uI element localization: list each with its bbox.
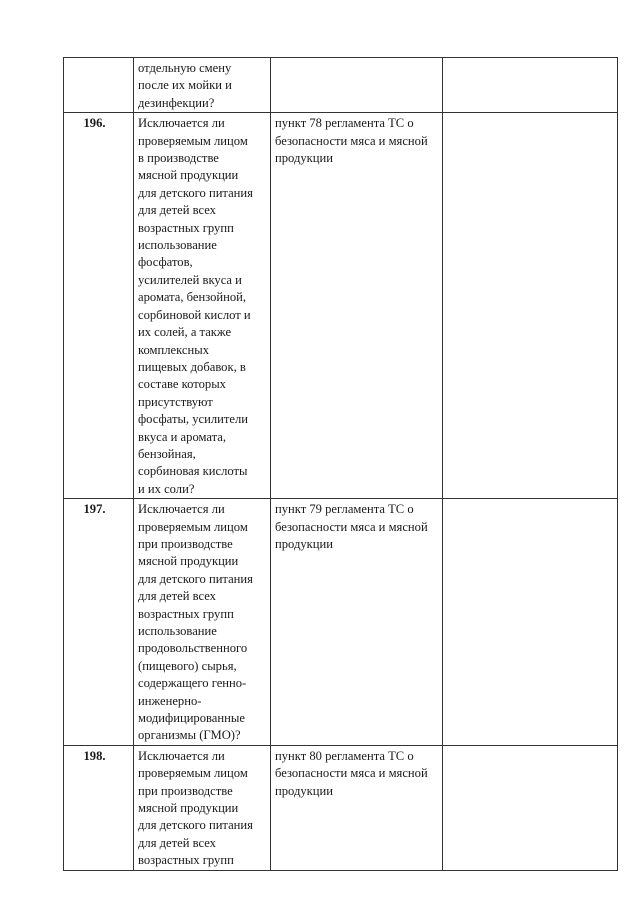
question-line: для детей всех <box>138 203 216 218</box>
row-number-cell <box>64 58 134 113</box>
reference-cell <box>271 745 443 870</box>
row-number-cell <box>64 113 134 499</box>
question-line: для детского питания <box>138 571 253 586</box>
reference-line: безопасности мяса и мясной <box>275 519 428 534</box>
table-row-196 <box>64 113 618 499</box>
question-line: для детского питания <box>138 185 253 200</box>
answer-cell <box>443 113 618 499</box>
question-line: возрастных групп <box>138 220 234 235</box>
table-row-continued <box>64 58 618 113</box>
reference-line: безопасности мяса и мясной <box>275 766 428 781</box>
question-line: (пищевого) сырья, <box>138 658 237 673</box>
question-line: при производстве <box>138 783 233 798</box>
question-line: возрастных групп <box>138 853 234 868</box>
reference-cell <box>271 58 443 113</box>
question-line: их солей, а также <box>138 325 232 340</box>
question-line: проверяемым лицом <box>138 133 248 148</box>
reference-line: продукции <box>275 536 334 551</box>
row-number: 198. <box>83 748 106 763</box>
reference-line: продукции <box>275 783 334 798</box>
reference-line: пункт 80 регламента ТС о <box>275 748 414 763</box>
question-line: бензойная, <box>138 446 196 461</box>
question-line: Исключается ли <box>138 502 225 517</box>
answer-cell <box>443 499 618 746</box>
question-line: проверяемым лицом <box>138 519 248 534</box>
row-number: 196. <box>83 116 106 131</box>
question-line: содержащего генно- <box>138 676 247 691</box>
question-line: мясной продукции <box>138 801 239 816</box>
answer-cell <box>443 58 618 113</box>
row-number-cell <box>64 745 134 870</box>
row-number-cell <box>64 499 134 746</box>
question-line: усилителей вкуса и <box>138 272 242 287</box>
question-line: пищевых добавок, в <box>138 359 246 374</box>
reference-cell <box>271 113 443 499</box>
question-line: для детского питания <box>138 818 253 833</box>
question-line: организмы (ГМО)? <box>138 728 241 743</box>
row-number: 197. <box>83 502 106 517</box>
question-line: использование <box>138 238 217 253</box>
reference-line: продукции <box>275 151 334 166</box>
question-cell <box>134 58 271 113</box>
question-line: в производстве <box>138 151 219 166</box>
question-line: возрастных групп <box>138 606 234 621</box>
question-line: мясной продукции <box>138 554 239 569</box>
question-cell <box>134 745 271 870</box>
question-line: проверяемым лицом <box>138 766 248 781</box>
question-line: и их соли? <box>138 481 195 496</box>
question-line: присутствуют <box>138 394 213 409</box>
table-row-197 <box>64 499 618 746</box>
question-line: для детей всех <box>138 589 216 604</box>
question-line: сорбиновая кислоты <box>138 464 248 479</box>
question-line: сорбиновой кислот и <box>138 307 251 322</box>
question-line: инженерно- <box>138 693 202 708</box>
question-line: модифицированные <box>138 711 245 726</box>
reference-line: безопасности мяса и мясной <box>275 133 428 148</box>
question-cell <box>134 113 271 499</box>
question-cell <box>134 499 271 746</box>
reference-cell <box>271 499 443 746</box>
question-line: для детей всех <box>138 835 216 850</box>
question-line: мясной продукции <box>138 168 239 183</box>
question-line: дезинфекции? <box>138 95 215 110</box>
question-line: использование <box>138 624 217 638</box>
answer-cell <box>443 745 618 870</box>
question-line: фосфаты, усилители <box>138 412 248 427</box>
checklist-body <box>64 58 618 871</box>
question-line: продовольственного <box>138 641 248 656</box>
table-row-198 <box>64 745 618 870</box>
question-line: при производстве <box>138 536 233 551</box>
question-line: составе которых <box>138 377 226 392</box>
question-line: после их мойки и <box>138 78 232 93</box>
question-line: аромата, бензойной, <box>138 290 247 305</box>
reference-line: пункт 78 регламента ТС о <box>275 116 414 131</box>
question-line: комплексных <box>138 342 210 357</box>
checklist-table <box>63 57 618 871</box>
question-line: отдельную смену <box>138 61 232 75</box>
question-line: вкуса и аромата, <box>138 429 227 444</box>
question-line: Исключается ли <box>138 748 225 763</box>
reference-line: пункт 79 регламента ТС о <box>275 502 414 517</box>
question-line: Исключается ли <box>138 116 225 131</box>
question-line: фосфатов, <box>138 255 193 270</box>
